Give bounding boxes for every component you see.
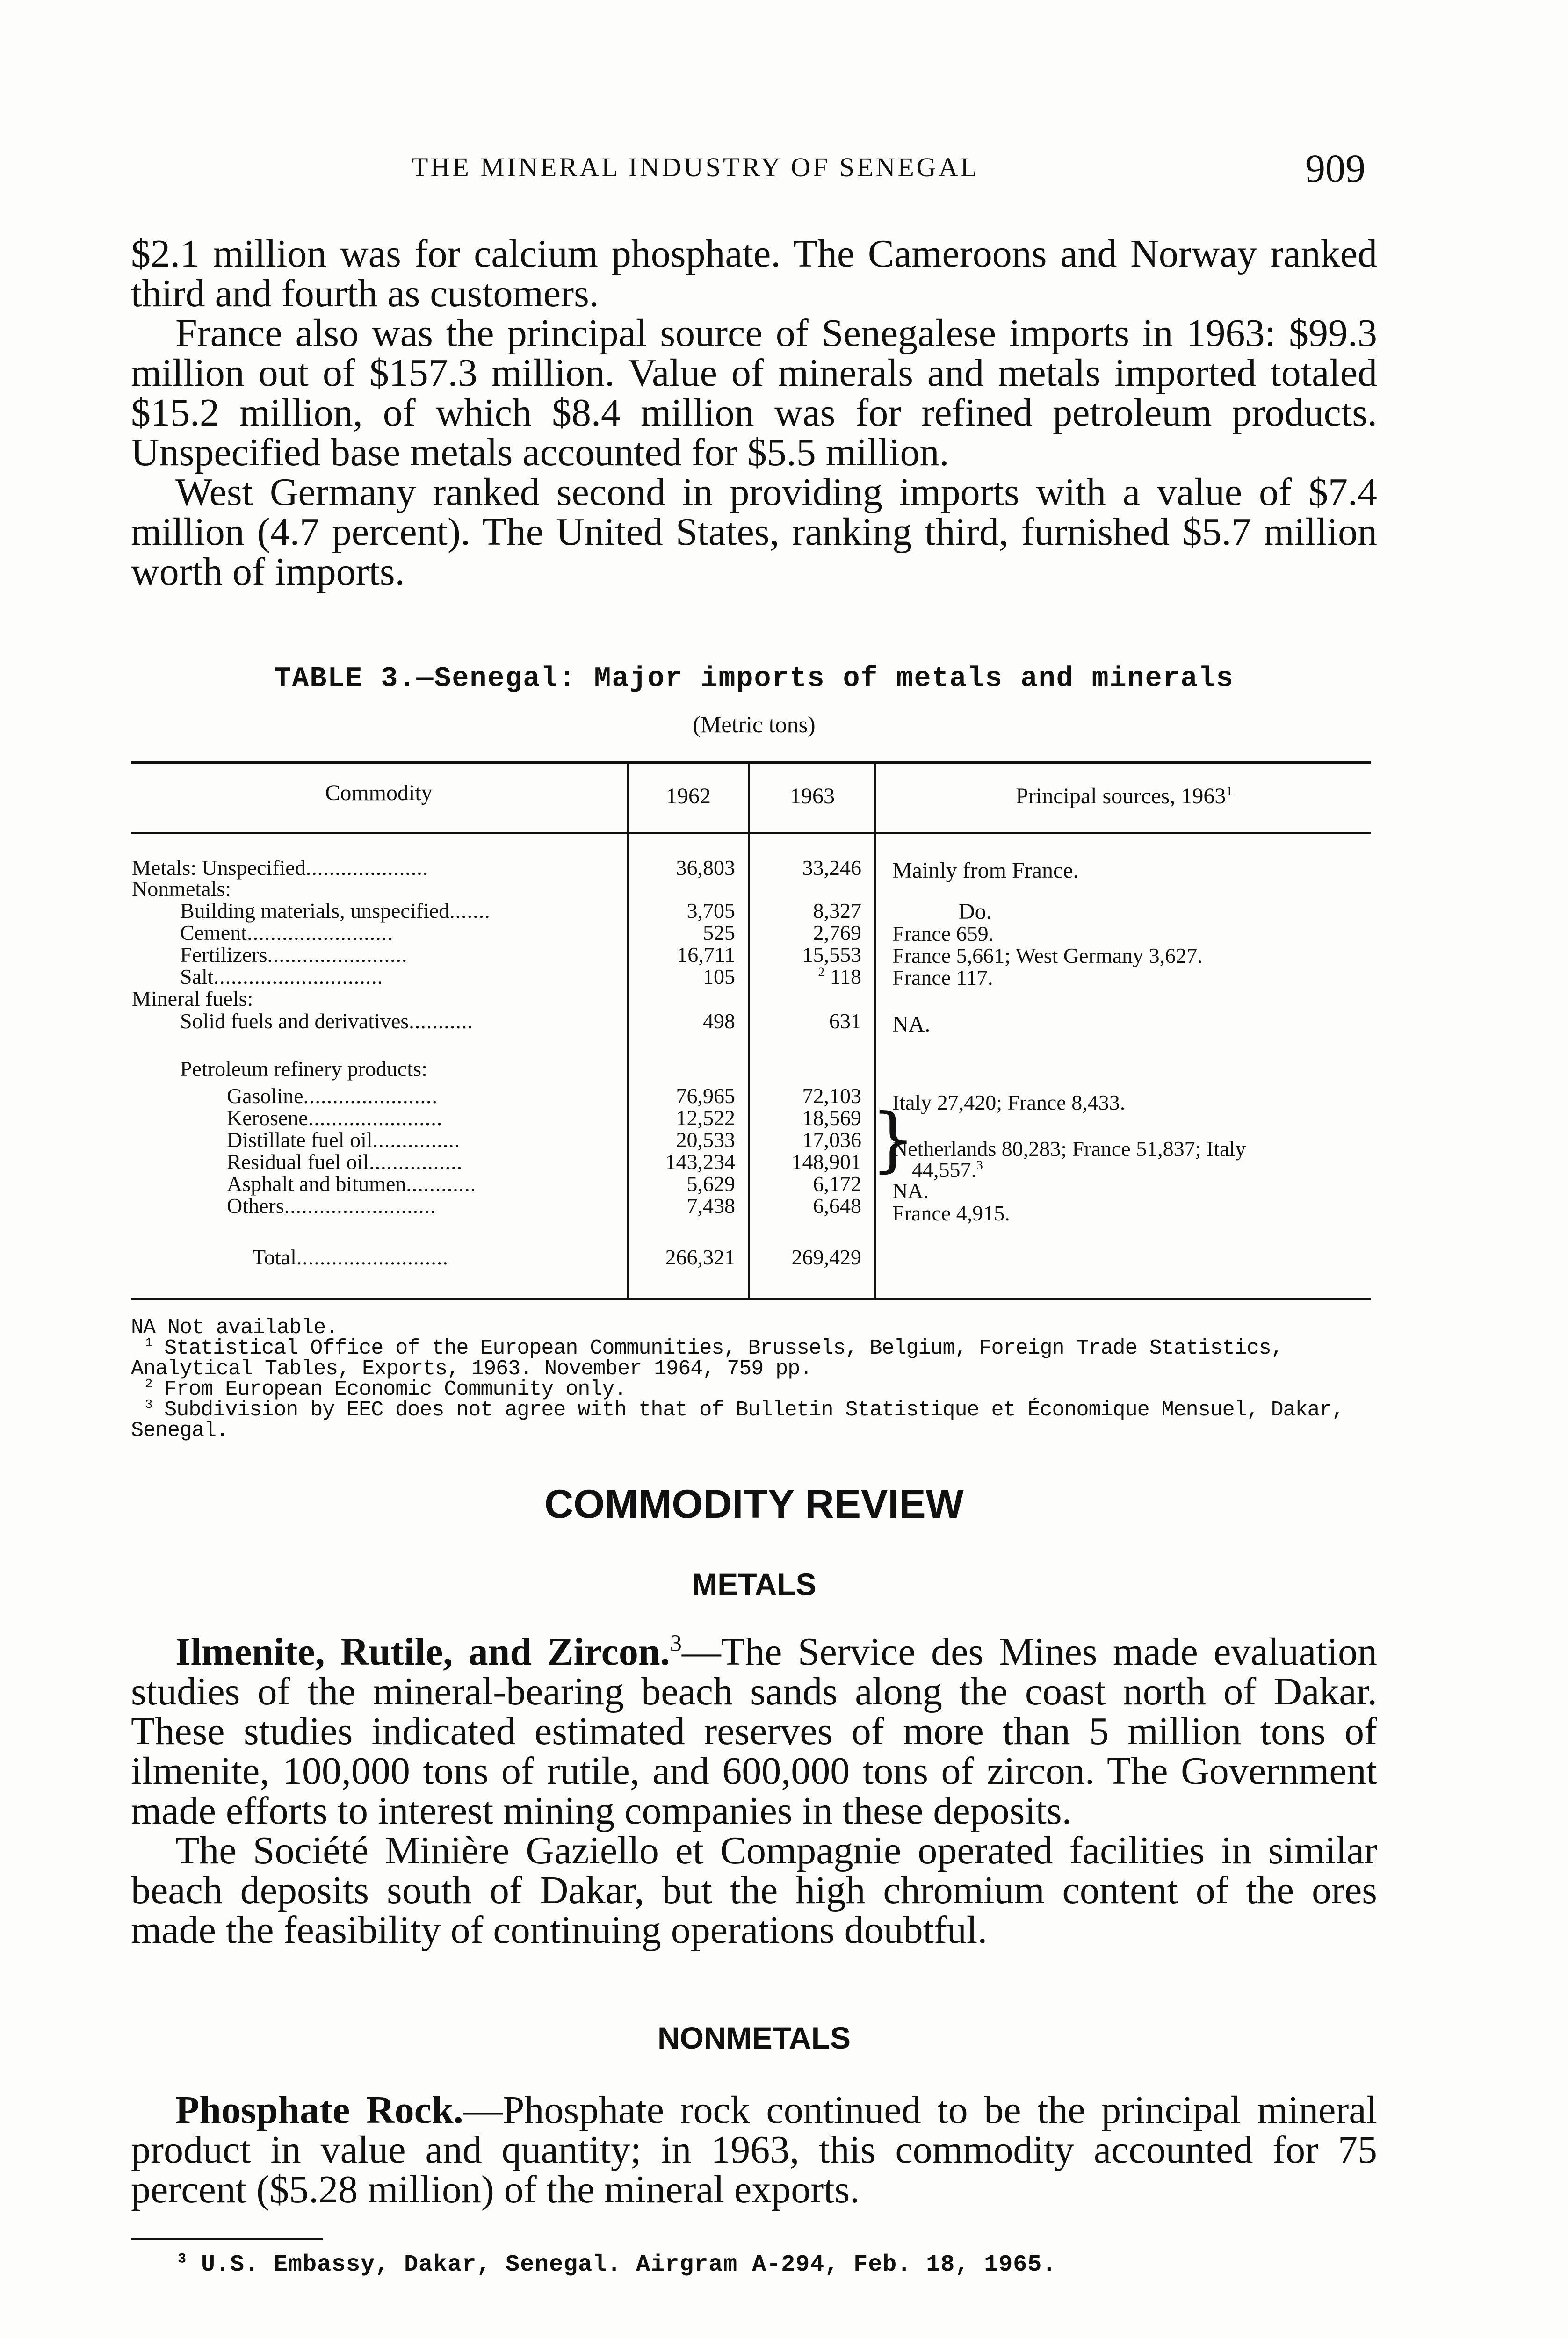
ilmenite-lead: Ilmenite, Rutile, and Zircon. [175, 1630, 670, 1674]
row-residual-label: Residual fuel oil................ [227, 1150, 463, 1174]
phosphate-lead: Phosphate Rock. [175, 2088, 463, 2132]
cell-distillate-1963: 17,036 [802, 1128, 861, 1152]
table-top-rule [131, 761, 1371, 764]
cell-residual-1963: 148,901 [791, 1150, 861, 1174]
row-kerosene-label: Kerosene....................... [227, 1106, 443, 1130]
cell-gasoline-1962: 76,965 [676, 1084, 735, 1108]
row-metals-label: Metals: Unspecified..................... [132, 856, 429, 880]
nonmetals-section [131, 2090, 1377, 2209]
cell-cement-1963: 2,769 [813, 921, 861, 945]
intro-paragraph-3: West Germany ranked second in providing imports with a value of $7.4 million (4.7 percent). The United States, ranking third, furnished $5.7 million worth of imports. [131, 470, 1377, 593]
cell-metals-source: Mainly from France. [892, 858, 1079, 883]
cell-fertilizers-1963: 15,553 [802, 943, 861, 967]
header-sources-footnote-marker: 1 [1226, 784, 1233, 799]
cell-salt-1963-footnote-marker: 2 [818, 964, 825, 979]
phosphate-paragraph: Phosphate Rock.—Phosphate rock continued to be the principal mineral product in value and quantity; in 1963, this commodity accounted for 75 percent ($5.28 million) of the mineral exports. [131, 2088, 1377, 2211]
running-title: THE MINERAL INDUSTRY OF SENEGAL [412, 152, 980, 182]
footnote-rule [131, 2238, 323, 2240]
intro-paragraph-1: $2.1 million was for calcium phosphate. The Cameroons and Norway ranked third and fourth as customers. [131, 232, 1377, 315]
intro-paragraph-2: France also was the principal source of Senegalese imports in 1963: $99.3 million out of $157.3 million. Value of minerals and metals imported totaled $15.2 million, of which $8.4 million was for refined petroleum products. Unspecified base metals accounted for $5.5 million. [131, 311, 1377, 474]
cell-salt-source: France 117. [892, 966, 993, 989]
cell-gasoline-source: Italy 27,420; France 8,433. [892, 1090, 1126, 1114]
cell-solid-fuels-1963: 631 [829, 1009, 861, 1033]
cell-solid-fuels-source: NA. [892, 1012, 931, 1037]
cell-salt-1963: $^2$ 118 [818, 964, 861, 989]
table-footnotes [131, 1318, 1377, 1441]
cell-gasoline-1963: 72,103 [802, 1084, 861, 1108]
cell-building-1963: 8,327 [813, 899, 861, 923]
table-header-rule [131, 832, 1371, 834]
cell-solid-fuels-1962: 498 [703, 1009, 735, 1033]
row-others-label: Others.......................... [227, 1194, 436, 1218]
footnote-na: NA Not available. [131, 1316, 338, 1340]
cell-metals-1962: 36,803 [676, 856, 735, 880]
header-commodity: Commodity [325, 780, 433, 805]
cell-cement-source: France 659. [892, 922, 994, 945]
row-salt-label: Salt............................. [180, 965, 383, 989]
footnote-3: $^3$ Subdivision by EEC does not agree with that of Bulletin Statistique et Économique Mensuel, Dakar, Senegal. [131, 1398, 1344, 1443]
header-sources-label: Principal sources, 1963 [1016, 784, 1226, 808]
cell-asphalt-source: NA. [892, 1179, 929, 1203]
column-divider [627, 762, 629, 1298]
cell-fertilizers-source: France 5,661; West Germany 3,627. [892, 944, 1203, 967]
row-distillate-label: Distillate fuel oil............... [227, 1128, 461, 1152]
footnote-2: $^2$ From European Economic Community only. [145, 1378, 627, 1401]
row-asphalt-label: Asphalt and bitumen............ [227, 1172, 477, 1196]
running-head [131, 146, 1366, 191]
cell-total-1963: 269,429 [791, 1245, 861, 1269]
societe-paragraph: The Société Minière Gaziello et Compagnie operated facilities in similar beach deposits south of Dakar, but the high chromium content of the ores made the feasibility of continuing operations doubtful. [131, 1829, 1377, 1952]
metals-section [131, 1632, 1377, 1950]
cell-residual-source-footnote-marker: 3 [976, 1157, 983, 1172]
ilmenite-footnote-marker: 3 [670, 1630, 682, 1656]
cell-residual-source: 44,557.$^3$ [912, 1157, 983, 1182]
cell-asphalt-1962: 5,629 [686, 1172, 735, 1196]
row-solid-fuels-label: Solid fuels and derivatives........... [180, 1009, 473, 1033]
footnote-1: $^1$ Statistical Office of the European Communities, Brussels, Belgium, Foreign Trade Statistics, Analytical Tables, Exports, 1963. November 1964, 759 pp. [131, 1336, 1283, 1381]
cell-distillate-source: Netherlands 80,283; France 51,837; Italy [892, 1137, 1246, 1161]
table-title: TABLE 3.—Senegal: Major imports of metals and minerals [274, 663, 1234, 695]
cell-building-1962: 3,705 [686, 899, 735, 923]
cell-cement-1962: 525 [703, 921, 735, 945]
header-1962: 1962 [666, 784, 711, 808]
page-footnote-marker: 3 [178, 2251, 187, 2267]
cell-others-1963: 6,648 [813, 1194, 861, 1218]
cell-kerosene-1962: 12,522 [676, 1106, 735, 1130]
header-1963: 1963 [790, 784, 835, 808]
row-mineral-fuels-label: Mineral fuels: [132, 987, 253, 1010]
commodity-review-heading: COMMODITY REVIEW [544, 1482, 964, 1527]
cell-others-1962: 7,438 [686, 1194, 735, 1218]
row-gasoline-label: Gasoline....................... [227, 1084, 438, 1108]
row-nonmetals-label: Nonmetals: [132, 877, 231, 901]
cell-kerosene-1963: 18,569 [802, 1106, 861, 1130]
cell-metals-1963: 33,246 [802, 856, 861, 880]
cell-salt-1962: 105 [703, 965, 735, 989]
row-cement-label: Cement......................... [180, 921, 393, 945]
cell-asphalt-1963: 6,172 [813, 1172, 861, 1196]
column-divider [748, 762, 750, 1298]
cell-total-1962: 266,321 [665, 1245, 735, 1269]
cell-building-source: Do. [959, 899, 992, 924]
row-building-label: Building materials, unspecified....... [180, 899, 491, 923]
row-total-label: Total.......................... [253, 1245, 448, 1269]
cell-others-source: France 4,915. [892, 1201, 1010, 1225]
page-footnote: $^3$ U.S. Embassy, Dakar, Senegal. Airgram A-294, Feb. 18, 1965. [178, 2251, 1057, 2278]
cell-distillate-1962: 20,533 [676, 1128, 735, 1152]
row-fertilizers-label: Fertilizers........................ [180, 943, 408, 967]
sources-brace: } [871, 1099, 916, 1180]
header-principal-sources [876, 783, 1372, 809]
cell-fertilizers-1962: 16,711 [677, 943, 735, 967]
table-bottom-rule [131, 1298, 1371, 1300]
column-divider [874, 762, 876, 1298]
ilmenite-paragraph: Ilmenite, Rutile, and Zircon.$^3$—The Service des Mines made evaluation studies of the mineral-bearing beach sands along the coast north of Dakar. These studies indicated estimated reserves of more than 5 million tons of ilmenite, 100,000 tons of rutile, and 600,000 tons of zircon. The Government made efforts to interest mining companies in these deposits. [131, 1630, 1377, 1833]
metals-heading: METALS [692, 1567, 817, 1602]
intro-text [131, 234, 1377, 592]
row-petroleum-label: Petroleum refinery products: [180, 1057, 427, 1081]
page-number: 909 [1305, 146, 1366, 191]
table-subtitle: (Metric tons) [693, 711, 816, 737]
cell-residual-1962: 143,234 [665, 1150, 735, 1174]
nonmetals-heading: NONMETALS [657, 2020, 851, 2055]
